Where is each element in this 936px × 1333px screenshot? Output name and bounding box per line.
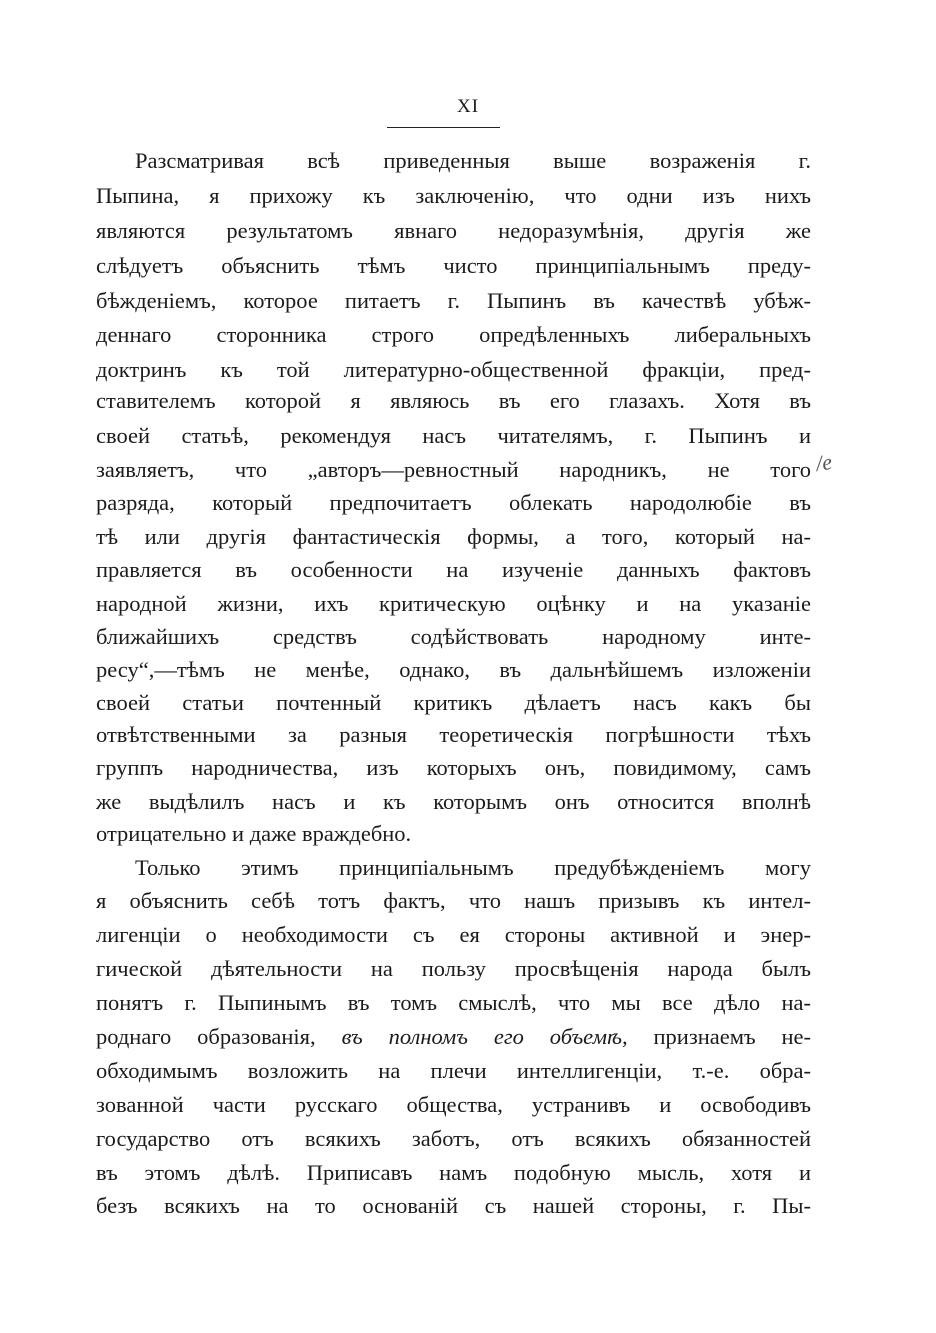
text-line: заявляетъ, что „авторъ—ревностный народникъ, не того	[96, 457, 811, 482]
text-line: правляется въ особенности на изученіе данныхъ фактовъ	[96, 557, 811, 582]
text-line: своей статьѣ, рекомендуя насъ читателямъ, г. Пыпинъ и	[96, 423, 811, 448]
text-line: въ этомъ дѣлѣ. Приписавъ намъ подобную мысль, хотя и	[96, 1160, 811, 1185]
text-line: Разсматривая всѣ приведенныя выше возраженія г.	[135, 148, 811, 173]
text-line: безъ всякихъ на то основаній съ нашей стороны, г. Пы-	[96, 1193, 811, 1218]
text-line: слѣдуетъ объяснить тѣмъ чисто принципіальнымъ преду-	[96, 253, 811, 278]
text-line: разряда, который предпочитаетъ облекать народолюбіе въ	[96, 490, 811, 515]
text-line: народной жизни, ихъ критическую оцѣнку и на указаніе	[96, 591, 811, 616]
text-line: же выдѣлилъ насъ и къ которымъ онъ относится вполнѣ	[96, 789, 811, 814]
page-number: XI	[456, 96, 480, 117]
text-line: Только этимъ принципіальнымъ предубѣжденіемъ могу	[135, 855, 811, 880]
text-line: государство отъ всякихъ заботъ, отъ всякихъ обязанностей	[96, 1126, 811, 1151]
text-line: лигенціи о необходимости съ ея стороны активной и энер-	[96, 922, 811, 947]
text-line: я объяснить себѣ тотъ фактъ, что нашъ призывъ къ интел-	[96, 888, 811, 913]
text-line: своей статьи почтенный критикъ дѣлаетъ насъ какъ бы	[96, 690, 811, 715]
text-segment: признаемъ не-	[653, 1024, 812, 1049]
text-line: ближайшихъ средствъ содѣйствовать народному инте-	[96, 624, 811, 649]
text-line: зованной части русскаго общества, устранивъ и освободивъ	[96, 1092, 811, 1117]
text-line: отвѣтственными за разныя теоретическія погрѣшности тѣхъ	[96, 722, 811, 747]
text-line: деннаго сторонника строго опредѣленныхъ либеральныхъ	[96, 322, 811, 347]
handwritten-margin-note: /e	[814, 449, 834, 476]
text-line: группъ народничества, изъ которыхъ онъ, повидимому, самъ	[96, 755, 811, 780]
header-rule	[387, 127, 500, 128]
text-line	[96, 1022, 811, 1052]
text-line: Пыпина, я прихожу къ заключенію, что одни изъ нихъ	[96, 183, 811, 208]
text-segment: роднаго образованія,	[96, 1024, 316, 1049]
text-line: тѣ или другія фантастическія формы, а того, который на-	[96, 524, 811, 549]
italic-phrase: въ полномъ его объемѣ,	[341, 1024, 628, 1049]
text-line: гической дѣятельности на пользу просвѣщенія народа былъ	[96, 956, 811, 981]
text-line: являются результатомъ явнаго недоразумѣнія, другія же	[96, 218, 811, 243]
text-line: ставителемъ которой я являюсь въ его глазахъ. Хотя въ	[96, 388, 811, 413]
text-line: ресу“,—тѣмъ не менѣе, однако, въ дальнѣйшемъ изложеніи	[96, 657, 811, 682]
text-line: обходимымъ возложить на плечи интеллигенціи, т.-е. обра-	[96, 1058, 811, 1083]
text-line: бѣжденіемъ, которое питаетъ г. Пыпинъ въ качествѣ убѣж-	[96, 288, 811, 313]
text-line: понятъ г. Пыпинымъ въ томъ смыслѣ, что мы все дѣло на-	[96, 990, 811, 1015]
text-line: доктринъ къ той литературно-общественной фракціи, пред-	[96, 357, 811, 382]
text-line: отрицательно и даже враждебно.	[96, 821, 412, 846]
